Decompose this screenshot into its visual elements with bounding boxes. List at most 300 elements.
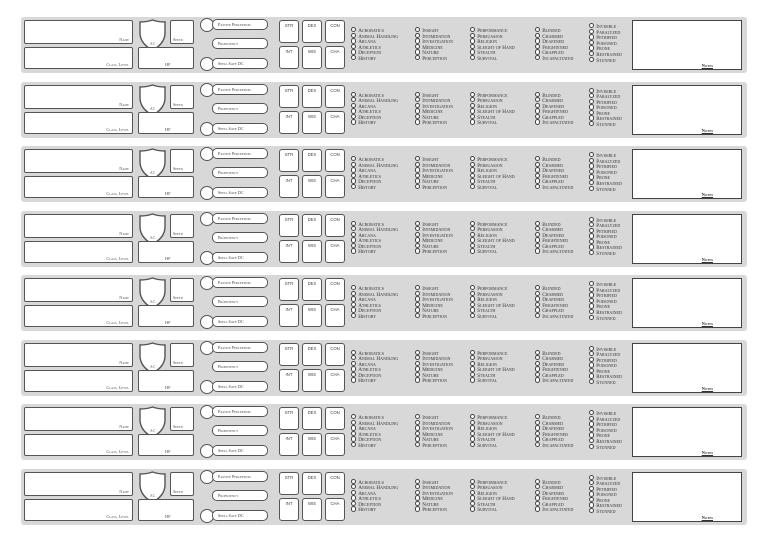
notes-field[interactable]	[632, 214, 742, 264]
skill-deception[interactable]: Deception	[351, 49, 398, 55]
ability-wis[interactable]: WIS	[302, 111, 322, 134]
condition-restrained[interactable]: Restrained	[589, 438, 622, 444]
skill-survival[interactable]: Survival	[470, 55, 515, 61]
ability-str[interactable]: STR	[279, 278, 299, 301]
condition-poisoned[interactable]: Poisoned	[589, 104, 622, 110]
notes-field[interactable]	[632, 278, 742, 328]
skill-arcana[interactable]: Arcana	[351, 38, 398, 44]
ability-str[interactable]: STR	[279, 20, 299, 43]
skill-deception[interactable]: Deception	[351, 243, 398, 249]
spell-save-dc-field[interactable]: Spell Save DC	[212, 316, 268, 327]
ability-str[interactable]: STR	[279, 343, 299, 366]
condition-restrained[interactable]: Restrained	[589, 51, 622, 57]
spell-save-dc-field[interactable]: Spell Save DC	[212, 510, 268, 521]
skill-deception[interactable]: Deception	[351, 114, 398, 120]
skill-survival[interactable]: Survival	[470, 248, 515, 254]
passive-perception-field[interactable]: Passive Perception	[212, 406, 268, 417]
skill-history[interactable]: History	[351, 506, 398, 512]
condition-petrified[interactable]: Petrified	[589, 292, 622, 298]
ability-int[interactable]: INT	[279, 369, 299, 392]
skill-history[interactable]: History	[351, 377, 398, 383]
class-level-field[interactable]	[24, 434, 133, 456]
ability-con[interactable]: CON	[325, 85, 345, 108]
skill-perception[interactable]: Perception	[415, 248, 453, 254]
passive-perception-field[interactable]: Passive Perception	[212, 342, 268, 353]
condition-stunned[interactable]: Stunned	[589, 121, 622, 127]
ability-str[interactable]: STR	[279, 149, 299, 172]
skill-nature[interactable]: Nature	[415, 114, 453, 120]
skill-insight[interactable]: Insight	[415, 92, 453, 98]
skill-persuasion[interactable]: Persuasion	[470, 291, 515, 297]
ability-cha[interactable]: CHA	[325, 46, 345, 69]
class-level-field[interactable]	[24, 47, 133, 69]
skill-stealth[interactable]: Stealth	[470, 49, 515, 55]
ability-con[interactable]: CON	[325, 149, 345, 172]
passive-perception-field[interactable]: Passive Perception	[212, 213, 268, 224]
condition-petrified[interactable]: Petrified	[589, 486, 622, 492]
skill-history[interactable]: History	[351, 248, 398, 254]
skill-arcana[interactable]: Arcana	[351, 361, 398, 367]
skill-medicine[interactable]: Medicine	[415, 495, 453, 501]
skill-animal-handling[interactable]: Animal Handling	[351, 355, 398, 361]
condition-invisible[interactable]: Invisible	[589, 23, 622, 29]
ability-str[interactable]: STR	[279, 407, 299, 430]
condition-stunned[interactable]: Stunned	[589, 57, 622, 63]
proficiency-field[interactable]: Proficiency	[212, 361, 268, 372]
skill-deception[interactable]: Deception	[351, 372, 398, 378]
skill-survival[interactable]: Survival	[470, 506, 515, 512]
skill-sleight-of-hand[interactable]: Sleight of Hand	[470, 302, 515, 308]
skill-survival[interactable]: Survival	[470, 119, 515, 125]
skill-acrobatics[interactable]: Acrobatics	[351, 285, 398, 291]
skill-insight[interactable]: Insight	[415, 479, 453, 485]
condition-frightened[interactable]: Frightened	[535, 44, 573, 50]
proficiency-field[interactable]: Proficiency	[212, 103, 268, 114]
skill-religion[interactable]: Religion	[470, 296, 515, 302]
condition-blinded[interactable]: Blinded	[535, 92, 573, 98]
condition-poisoned[interactable]: Poisoned	[589, 40, 622, 46]
condition-charmed[interactable]: Charmed	[535, 97, 573, 103]
skill-athletics[interactable]: Athletics	[351, 173, 398, 179]
ability-cha[interactable]: CHA	[325, 111, 345, 134]
skill-perception[interactable]: Perception	[415, 55, 453, 61]
condition-stunned[interactable]: Stunned	[589, 444, 622, 450]
condition-charmed[interactable]: Charmed	[535, 355, 573, 361]
condition-invisible[interactable]: Invisible	[589, 281, 622, 287]
skill-acrobatics[interactable]: Acrobatics	[351, 479, 398, 485]
skill-intimidation[interactable]: Intimidation	[415, 291, 453, 297]
ability-int[interactable]: INT	[279, 498, 299, 521]
skill-acrobatics[interactable]: Acrobatics	[351, 350, 398, 356]
name-field[interactable]	[24, 149, 133, 173]
skill-persuasion[interactable]: Persuasion	[470, 226, 515, 232]
condition-prone[interactable]: Prone	[589, 174, 622, 180]
armor-class-shield-icon[interactable]	[138, 342, 167, 374]
skill-medicine[interactable]: Medicine	[415, 431, 453, 437]
condition-prone[interactable]: Prone	[589, 497, 622, 503]
condition-blinded[interactable]: Blinded	[535, 285, 573, 291]
condition-petrified[interactable]: Petrified	[589, 357, 622, 363]
ability-con[interactable]: CON	[325, 214, 345, 237]
skill-arcana[interactable]: Arcana	[351, 425, 398, 431]
condition-paralyzed[interactable]: Paralyzed	[589, 222, 622, 228]
skill-athletics[interactable]: Athletics	[351, 495, 398, 501]
skill-stealth[interactable]: Stealth	[470, 372, 515, 378]
skill-insight[interactable]: Insight	[415, 285, 453, 291]
skill-medicine[interactable]: Medicine	[415, 108, 453, 114]
name-field[interactable]	[24, 407, 133, 431]
speed-field[interactable]	[170, 343, 194, 367]
condition-blinded[interactable]: Blinded	[535, 27, 573, 33]
condition-deafened[interactable]: Deafened	[535, 361, 573, 367]
ability-wis[interactable]: WIS	[302, 240, 322, 263]
hit-points-field[interactable]	[138, 112, 194, 134]
skill-religion[interactable]: Religion	[470, 361, 515, 367]
skill-sleight-of-hand[interactable]: Sleight of Hand	[470, 366, 515, 372]
condition-poisoned[interactable]: Poisoned	[589, 362, 622, 368]
skill-athletics[interactable]: Athletics	[351, 302, 398, 308]
skill-athletics[interactable]: Athletics	[351, 44, 398, 50]
condition-paralyzed[interactable]: Paralyzed	[589, 93, 622, 99]
ability-dex[interactable]: DEX	[302, 343, 322, 366]
skill-deception[interactable]: Deception	[351, 501, 398, 507]
ability-int[interactable]: INT	[279, 240, 299, 263]
condition-incapacitated[interactable]: Incapacitated	[535, 55, 573, 61]
skill-acrobatics[interactable]: Acrobatics	[351, 27, 398, 33]
skill-sleight-of-hand[interactable]: Sleight of Hand	[470, 108, 515, 114]
speed-field[interactable]	[170, 85, 194, 109]
ability-wis[interactable]: WIS	[302, 175, 322, 198]
skill-sleight-of-hand[interactable]: Sleight of Hand	[470, 495, 515, 501]
skill-insight[interactable]: Insight	[415, 414, 453, 420]
spell-save-dc-field[interactable]: Spell Save DC	[212, 187, 268, 198]
ability-dex[interactable]: DEX	[302, 149, 322, 172]
condition-restrained[interactable]: Restrained	[589, 309, 622, 315]
skill-stealth[interactable]: Stealth	[470, 436, 515, 442]
condition-stunned[interactable]: Stunned	[589, 508, 622, 514]
hit-points-field[interactable]	[138, 47, 194, 69]
condition-deafened[interactable]: Deafened	[535, 425, 573, 431]
proficiency-field[interactable]: Proficiency	[212, 38, 268, 49]
skill-intimidation[interactable]: Intimidation	[415, 484, 453, 490]
skill-history[interactable]: History	[351, 313, 398, 319]
condition-blinded[interactable]: Blinded	[535, 156, 573, 162]
class-level-field[interactable]	[24, 241, 133, 263]
speed-field[interactable]	[170, 149, 194, 173]
condition-grappled[interactable]: Grappled	[535, 436, 573, 442]
ability-con[interactable]: CON	[325, 343, 345, 366]
ability-con[interactable]: CON	[325, 20, 345, 43]
condition-grappled[interactable]: Grappled	[535, 307, 573, 313]
skill-intimidation[interactable]: Intimidation	[415, 420, 453, 426]
condition-grappled[interactable]: Grappled	[535, 114, 573, 120]
class-level-field[interactable]	[24, 112, 133, 134]
condition-deafened[interactable]: Deafened	[535, 296, 573, 302]
skill-investigation[interactable]: Investigation	[415, 167, 453, 173]
skill-stealth[interactable]: Stealth	[470, 243, 515, 249]
condition-incapacitated[interactable]: Incapacitated	[535, 119, 573, 125]
spell-save-dc-field[interactable]: Spell Save DC	[212, 445, 268, 456]
skill-arcana[interactable]: Arcana	[351, 167, 398, 173]
name-field[interactable]	[24, 85, 133, 109]
ability-con[interactable]: CON	[325, 472, 345, 495]
ability-int[interactable]: INT	[279, 304, 299, 327]
ability-int[interactable]: INT	[279, 46, 299, 69]
skill-intimidation[interactable]: Intimidation	[415, 33, 453, 39]
speed-field[interactable]	[170, 407, 194, 431]
proficiency-field[interactable]: Proficiency	[212, 296, 268, 307]
condition-petrified[interactable]: Petrified	[589, 99, 622, 105]
condition-charmed[interactable]: Charmed	[535, 420, 573, 426]
skill-medicine[interactable]: Medicine	[415, 44, 453, 50]
condition-deafened[interactable]: Deafened	[535, 38, 573, 44]
name-field[interactable]	[24, 472, 133, 496]
ability-str[interactable]: STR	[279, 214, 299, 237]
skill-animal-handling[interactable]: Animal Handling	[351, 33, 398, 39]
condition-stunned[interactable]: Stunned	[589, 186, 622, 192]
armor-class-shield-icon[interactable]	[138, 471, 167, 503]
hit-points-field[interactable]	[138, 434, 194, 456]
condition-frightened[interactable]: Frightened	[535, 302, 573, 308]
skill-investigation[interactable]: Investigation	[415, 296, 453, 302]
condition-poisoned[interactable]: Poisoned	[589, 233, 622, 239]
hit-points-field[interactable]	[138, 176, 194, 198]
name-field[interactable]	[24, 214, 133, 238]
skill-animal-handling[interactable]: Animal Handling	[351, 420, 398, 426]
skill-survival[interactable]: Survival	[470, 184, 515, 190]
hit-points-field[interactable]	[138, 370, 194, 392]
ability-str[interactable]: STR	[279, 472, 299, 495]
condition-grappled[interactable]: Grappled	[535, 501, 573, 507]
notes-field[interactable]	[632, 149, 742, 199]
ability-dex[interactable]: DEX	[302, 20, 322, 43]
skill-perception[interactable]: Perception	[415, 184, 453, 190]
passive-perception-field[interactable]: Passive Perception	[212, 148, 268, 159]
skill-nature[interactable]: Nature	[415, 243, 453, 249]
skill-sleight-of-hand[interactable]: Sleight of Hand	[470, 44, 515, 50]
skill-intimidation[interactable]: Intimidation	[415, 355, 453, 361]
ability-cha[interactable]: CHA	[325, 304, 345, 327]
skill-perception[interactable]: Perception	[415, 506, 453, 512]
condition-stunned[interactable]: Stunned	[589, 315, 622, 321]
skill-nature[interactable]: Nature	[415, 49, 453, 55]
ability-cha[interactable]: CHA	[325, 498, 345, 521]
skill-sleight-of-hand[interactable]: Sleight of Hand	[470, 237, 515, 243]
skill-arcana[interactable]: Arcana	[351, 296, 398, 302]
notes-field[interactable]	[632, 407, 742, 457]
condition-stunned[interactable]: Stunned	[589, 379, 622, 385]
condition-frightened[interactable]: Frightened	[535, 173, 573, 179]
skill-performance[interactable]: Performance	[470, 479, 515, 485]
skill-survival[interactable]: Survival	[470, 442, 515, 448]
condition-blinded[interactable]: Blinded	[535, 479, 573, 485]
condition-prone[interactable]: Prone	[589, 45, 622, 51]
class-level-field[interactable]	[24, 499, 133, 521]
ability-str[interactable]: STR	[279, 85, 299, 108]
skill-perception[interactable]: Perception	[415, 313, 453, 319]
condition-paralyzed[interactable]: Paralyzed	[589, 287, 622, 293]
skill-performance[interactable]: Performance	[470, 350, 515, 356]
skill-persuasion[interactable]: Persuasion	[470, 162, 515, 168]
skill-performance[interactable]: Performance	[470, 27, 515, 33]
skill-investigation[interactable]: Investigation	[415, 490, 453, 496]
condition-stunned[interactable]: Stunned	[589, 250, 622, 256]
ability-con[interactable]: CON	[325, 278, 345, 301]
speed-field[interactable]	[170, 278, 194, 302]
condition-restrained[interactable]: Restrained	[589, 115, 622, 121]
skill-acrobatics[interactable]: Acrobatics	[351, 414, 398, 420]
passive-perception-field[interactable]: Passive Perception	[212, 84, 268, 95]
condition-poisoned[interactable]: Poisoned	[589, 491, 622, 497]
skill-medicine[interactable]: Medicine	[415, 237, 453, 243]
skill-sleight-of-hand[interactable]: Sleight of Hand	[470, 431, 515, 437]
condition-paralyzed[interactable]: Paralyzed	[589, 480, 622, 486]
ability-cha[interactable]: CHA	[325, 240, 345, 263]
skill-insight[interactable]: Insight	[415, 27, 453, 33]
condition-deafened[interactable]: Deafened	[535, 103, 573, 109]
spell-save-dc-field[interactable]: Spell Save DC	[212, 123, 268, 134]
condition-paralyzed[interactable]: Paralyzed	[589, 29, 622, 35]
condition-prone[interactable]: Prone	[589, 368, 622, 374]
skill-religion[interactable]: Religion	[470, 103, 515, 109]
condition-incapacitated[interactable]: Incapacitated	[535, 248, 573, 254]
speed-field[interactable]	[170, 214, 194, 238]
passive-perception-field[interactable]: Passive Perception	[212, 277, 268, 288]
skill-religion[interactable]: Religion	[470, 38, 515, 44]
notes-field[interactable]	[632, 85, 742, 135]
speed-field[interactable]	[170, 472, 194, 496]
skill-animal-handling[interactable]: Animal Handling	[351, 97, 398, 103]
name-field[interactable]	[24, 278, 133, 302]
condition-paralyzed[interactable]: Paralyzed	[589, 351, 622, 357]
speed-field[interactable]	[170, 20, 194, 44]
passive-perception-field[interactable]: Passive Perception	[212, 19, 268, 30]
condition-deafened[interactable]: Deafened	[535, 232, 573, 238]
skill-perception[interactable]: Perception	[415, 442, 453, 448]
skill-deception[interactable]: Deception	[351, 178, 398, 184]
ability-int[interactable]: INT	[279, 175, 299, 198]
condition-petrified[interactable]: Petrified	[589, 421, 622, 427]
skill-athletics[interactable]: Athletics	[351, 431, 398, 437]
skill-arcana[interactable]: Arcana	[351, 103, 398, 109]
skill-history[interactable]: History	[351, 55, 398, 61]
condition-restrained[interactable]: Restrained	[589, 502, 622, 508]
condition-incapacitated[interactable]: Incapacitated	[535, 313, 573, 319]
condition-restrained[interactable]: Restrained	[589, 244, 622, 250]
skill-nature[interactable]: Nature	[415, 436, 453, 442]
skill-survival[interactable]: Survival	[470, 377, 515, 383]
skill-religion[interactable]: Religion	[470, 425, 515, 431]
skill-insight[interactable]: Insight	[415, 350, 453, 356]
notes-field[interactable]	[632, 20, 742, 70]
skill-performance[interactable]: Performance	[470, 221, 515, 227]
hit-points-field[interactable]	[138, 305, 194, 327]
condition-incapacitated[interactable]: Incapacitated	[535, 184, 573, 190]
skill-insight[interactable]: Insight	[415, 221, 453, 227]
ability-dex[interactable]: DEX	[302, 472, 322, 495]
skill-history[interactable]: History	[351, 442, 398, 448]
condition-invisible[interactable]: Invisible	[589, 475, 622, 481]
ability-con[interactable]: CON	[325, 407, 345, 430]
skill-nature[interactable]: Nature	[415, 501, 453, 507]
skill-intimidation[interactable]: Intimidation	[415, 162, 453, 168]
condition-blinded[interactable]: Blinded	[535, 414, 573, 420]
skill-intimidation[interactable]: Intimidation	[415, 226, 453, 232]
notes-field[interactable]	[632, 343, 742, 393]
condition-incapacitated[interactable]: Incapacitated	[535, 377, 573, 383]
condition-blinded[interactable]: Blinded	[535, 350, 573, 356]
condition-charmed[interactable]: Charmed	[535, 226, 573, 232]
condition-restrained[interactable]: Restrained	[589, 373, 622, 379]
skill-deception[interactable]: Deception	[351, 307, 398, 313]
condition-frightened[interactable]: Frightened	[535, 366, 573, 372]
skill-performance[interactable]: Performance	[470, 285, 515, 291]
ability-int[interactable]: INT	[279, 433, 299, 456]
skill-investigation[interactable]: Investigation	[415, 38, 453, 44]
condition-charmed[interactable]: Charmed	[535, 484, 573, 490]
name-field[interactable]	[24, 20, 133, 44]
skill-history[interactable]: History	[351, 184, 398, 190]
skill-religion[interactable]: Religion	[470, 490, 515, 496]
condition-invisible[interactable]: Invisible	[589, 346, 622, 352]
ability-cha[interactable]: CHA	[325, 433, 345, 456]
condition-petrified[interactable]: Petrified	[589, 163, 622, 169]
skill-acrobatics[interactable]: Acrobatics	[351, 221, 398, 227]
ability-dex[interactable]: DEX	[302, 214, 322, 237]
ability-wis[interactable]: WIS	[302, 498, 322, 521]
skill-perception[interactable]: Perception	[415, 377, 453, 383]
hit-points-field[interactable]	[138, 241, 194, 263]
skill-animal-handling[interactable]: Animal Handling	[351, 226, 398, 232]
skill-persuasion[interactable]: Persuasion	[470, 484, 515, 490]
armor-class-shield-icon[interactable]	[138, 213, 167, 245]
name-field[interactable]	[24, 343, 133, 367]
proficiency-field[interactable]: Proficiency	[212, 490, 268, 501]
condition-incapacitated[interactable]: Incapacitated	[535, 506, 573, 512]
condition-grappled[interactable]: Grappled	[535, 372, 573, 378]
class-level-field[interactable]	[24, 305, 133, 327]
skill-arcana[interactable]: Arcana	[351, 232, 398, 238]
condition-frightened[interactable]: Frightened	[535, 237, 573, 243]
skill-perception[interactable]: Perception	[415, 119, 453, 125]
condition-poisoned[interactable]: Poisoned	[589, 427, 622, 433]
ability-wis[interactable]: WIS	[302, 433, 322, 456]
spell-save-dc-field[interactable]: Spell Save DC	[212, 381, 268, 392]
skill-athletics[interactable]: Athletics	[351, 366, 398, 372]
skill-persuasion[interactable]: Persuasion	[470, 33, 515, 39]
skill-stealth[interactable]: Stealth	[470, 501, 515, 507]
condition-petrified[interactable]: Petrified	[589, 34, 622, 40]
ability-wis[interactable]: WIS	[302, 304, 322, 327]
condition-invisible[interactable]: Invisible	[589, 152, 622, 158]
condition-paralyzed[interactable]: Paralyzed	[589, 416, 622, 422]
skill-persuasion[interactable]: Persuasion	[470, 420, 515, 426]
skill-survival[interactable]: Survival	[470, 313, 515, 319]
skill-religion[interactable]: Religion	[470, 167, 515, 173]
condition-charmed[interactable]: Charmed	[535, 162, 573, 168]
skill-religion[interactable]: Religion	[470, 232, 515, 238]
skill-arcana[interactable]: Arcana	[351, 490, 398, 496]
proficiency-field[interactable]: Proficiency	[212, 425, 268, 436]
condition-grappled[interactable]: Grappled	[535, 49, 573, 55]
condition-prone[interactable]: Prone	[589, 303, 622, 309]
condition-charmed[interactable]: Charmed	[535, 33, 573, 39]
condition-incapacitated[interactable]: Incapacitated	[535, 442, 573, 448]
skill-animal-handling[interactable]: Animal Handling	[351, 162, 398, 168]
skill-animal-handling[interactable]: Animal Handling	[351, 484, 398, 490]
skill-insight[interactable]: Insight	[415, 156, 453, 162]
ability-dex[interactable]: DEX	[302, 278, 322, 301]
